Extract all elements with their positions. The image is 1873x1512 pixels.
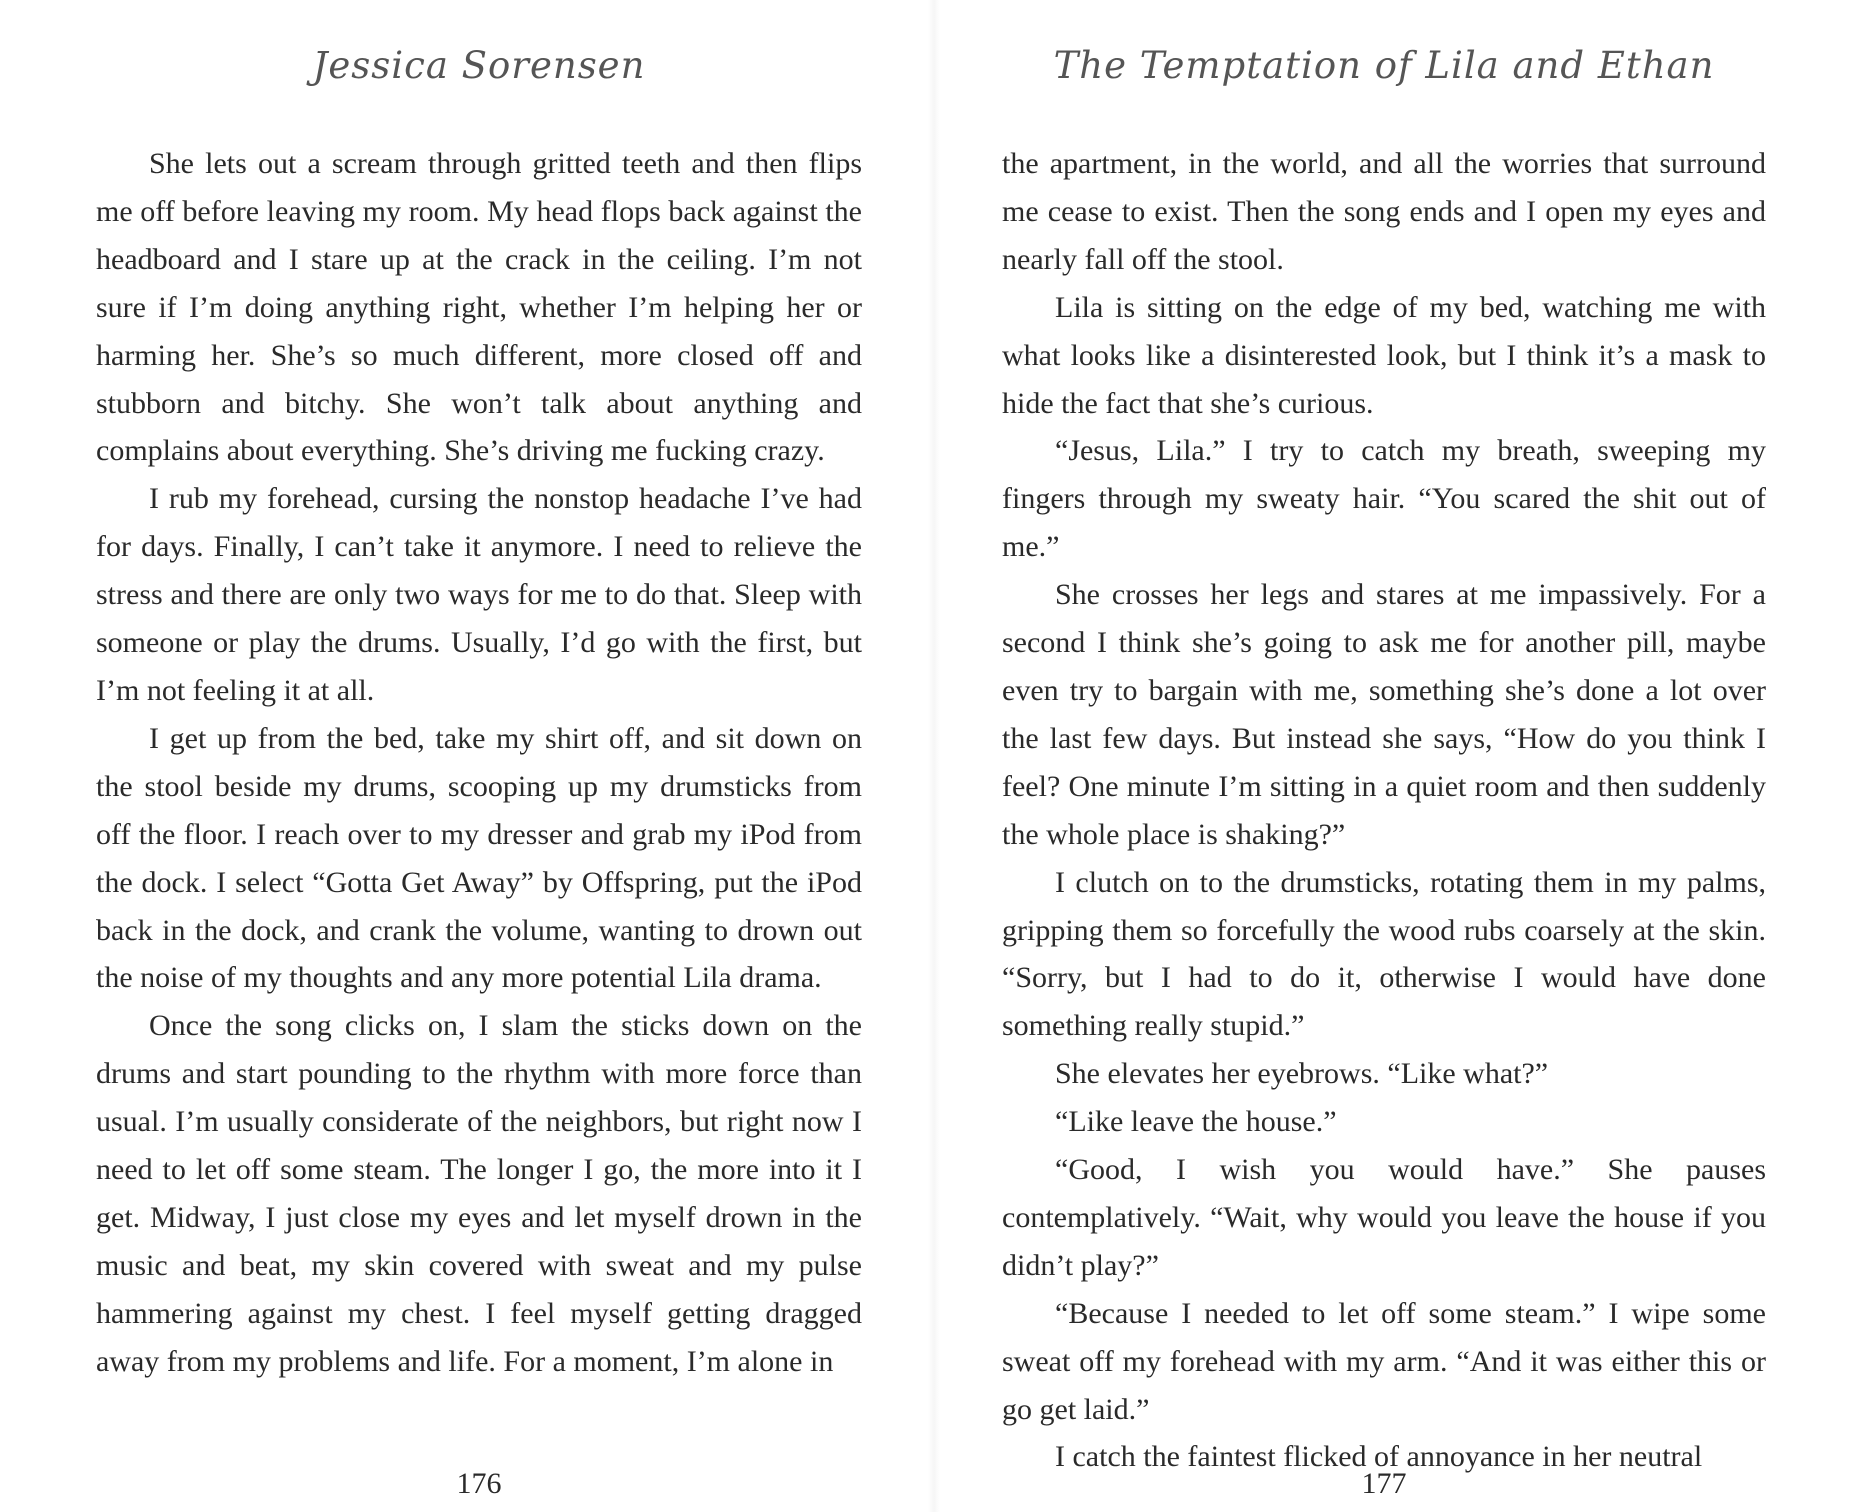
paragraph: Once the song clicks on, I slam the sticks down on the drums and start pounding to the rhythm with more force than usual. I’m usually considerate of the neighbors, but right now I need to let off some steam. The longer I go, the more into it I get. Midway, I just close my eyes and let myself drown in the music and beat, my skin covered with sweat and my pulse hammering against my chest. I feel myself getting dragged away from my problems and life. For a moment, I’m alone in	[96, 1009, 862, 1378]
paragraph: I catch the faintest flicked of annoyance in her neutral	[1055, 1440, 1703, 1474]
gutter	[928, 0, 940, 1512]
paragraph: I get up from the bed, take my shirt off, and sit down on the stool beside my drums, scooping up my drumsticks from off the floor. I reach over to my dresser and grab my iPod from the dock. I select “Gotta Get Away” by Offspring, put the iPod back in the dock, and crank the volume, wanting to drown out the noise of my thoughts and any more potential Lila drama.	[96, 721, 862, 995]
page-number: 176	[456, 1467, 502, 1500]
left-page	[96, 0, 862, 1512]
paragraph: “Good, I wish you would have.” She pauses contemplatively. “Wait, why would you leave the house if you didn’t play?”	[1002, 1153, 1766, 1282]
right-page-body	[1002, 140, 1766, 1481]
paragraph: She lets out a scream through gritted teeth and then flips me off before leaving my room. My head flops back against the headboard and I stare up at the crack in the ceiling. I’m not sure if I’m doing anything right, whether I’m helping her or harming her. She’s so much different, more closed off and stubborn and bitchy. She won’t talk about anything and complains about everything. She’s driving me fucking crazy.	[96, 147, 862, 468]
running-head-title: The Temptation of Lila and Ethan	[1053, 44, 1715, 87]
paragraph: “Like leave the house.”	[1055, 1105, 1337, 1139]
running-head-author: Jessica Sorensen	[312, 44, 646, 87]
paragraph: I clutch on to the drumsticks, rotating them in my palms, gripping them so forcefully the wood rubs coarsely at the skin. “Sorry, but I had to do it, otherwise I would have done something really stupid.”	[1002, 865, 1766, 1043]
paragraph: She elevates her eyebrows. “Like what?”	[1055, 1057, 1549, 1091]
left-page-body	[96, 140, 862, 1386]
paragraph: I rub my forehead, cursing the nonstop headache I’ve had for days. Finally, I can’t take it anymore. I need to relieve the stress and there are only two ways for me to do that. Sleep with someone or play the drums. Usually, I’d go with the first, but I’m not feeling it at all.	[96, 482, 862, 707]
right-page	[1002, 0, 1766, 1512]
paragraph: “Because I needed to let off some steam.” I wipe some sweat off my forehead with my arm. “And it was either this or go get laid.”	[1002, 1296, 1766, 1426]
page-number: 177	[1361, 1467, 1407, 1500]
paragraph: She crosses her legs and stares at me impassively. For a second I think she’s going to ask me for another pill, maybe even try to bargain with me, something she’s done a lot over the last few days. But instead she says, “How do you think I feel? One minute I’m sitting in a quiet room and then suddenly the whole place is shaking?”	[1002, 578, 1766, 851]
paragraph: “Jesus, Lila.” I try to catch my breath, sweeping my fingers through my sweaty hair. “You scared the shit out of me.”	[1002, 434, 1766, 564]
paragraph: Lila is sitting on the edge of my bed, watching me with what looks like a disinterested look, but I think it’s a mask to hide the fact that she’s curious.	[1002, 290, 1766, 420]
paragraph-continued: the apartment, in the world, and all the worries that surround me cease to exist. Then the song ends and I open my eyes and nearly fall off the stool.	[1002, 147, 1766, 276]
